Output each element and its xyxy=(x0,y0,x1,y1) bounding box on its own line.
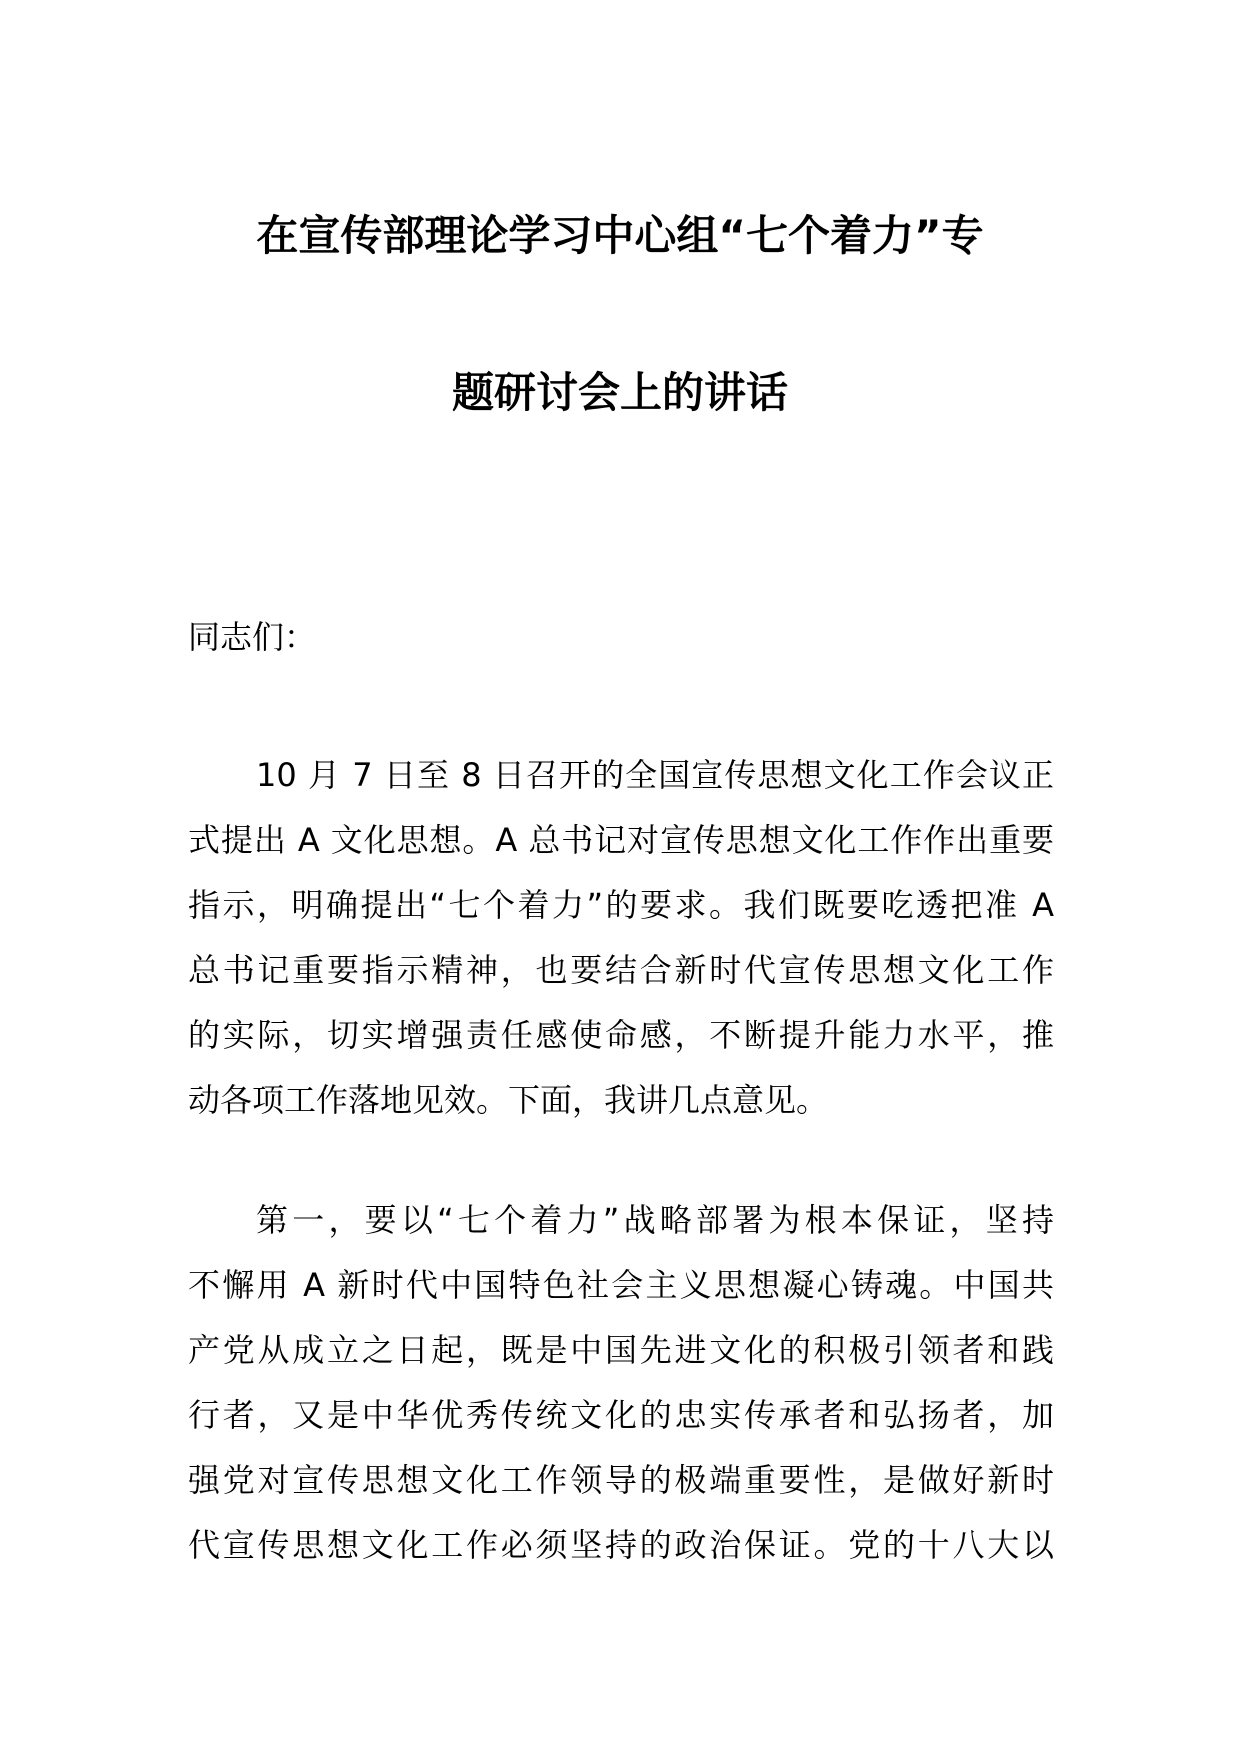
paragraph-line: 动各项工作落地见效。下面，我讲几点意见。 xyxy=(188,1081,829,1119)
paragraph-line: 10 月 7 日至 8 日召开的全国宣传思想文化工作会议正 xyxy=(256,756,1054,794)
paragraph-line: 总书记重要指示精神，也要结合新时代宣传思想文化工作 xyxy=(188,951,1054,989)
paragraph-line: 的实际，切实增强责任感使命感，不断提升能力水平，推 xyxy=(188,1016,1054,1054)
document-title-line-2: 题研讨会上的讲话 xyxy=(451,368,788,417)
paragraph-line: 不懈用 A 新时代中国特色社会主义思想凝心铸魂。中国共 xyxy=(188,1266,1054,1304)
paragraph-line: 强党对宣传思想文化工作领导的极端重要性，是做好新时 xyxy=(188,1461,1054,1499)
paragraph-1 xyxy=(188,743,1054,1133)
paragraph-line: 指示，明确提出“七个着力”的要求。我们既要吃透把准 A xyxy=(188,886,1054,924)
paragraph-line: 代宣传思想文化工作必须坚持的政治保证。党的十八大以 xyxy=(188,1526,1054,1564)
paragraph-line: 产党从成立之日起，既是中国先进文化的积极引领者和践 xyxy=(188,1331,1054,1369)
paragraph-line: 式提出 A 文化思想。A 总书记对宣传思想文化工作作出重要 xyxy=(188,821,1054,859)
paragraph-line: 第一，要以“七个着力”战略部署为根本保证，坚持 xyxy=(256,1201,1054,1239)
salutation: 同志们： xyxy=(188,618,317,656)
paragraph-2 xyxy=(188,1188,1054,1578)
paragraph-line: 行者，又是中华优秀传统文化的忠实传承者和弘扬者，加 xyxy=(188,1396,1054,1434)
document-title-line-1: 在宣传部理论学习中心组“七个着力”专 xyxy=(256,211,984,260)
